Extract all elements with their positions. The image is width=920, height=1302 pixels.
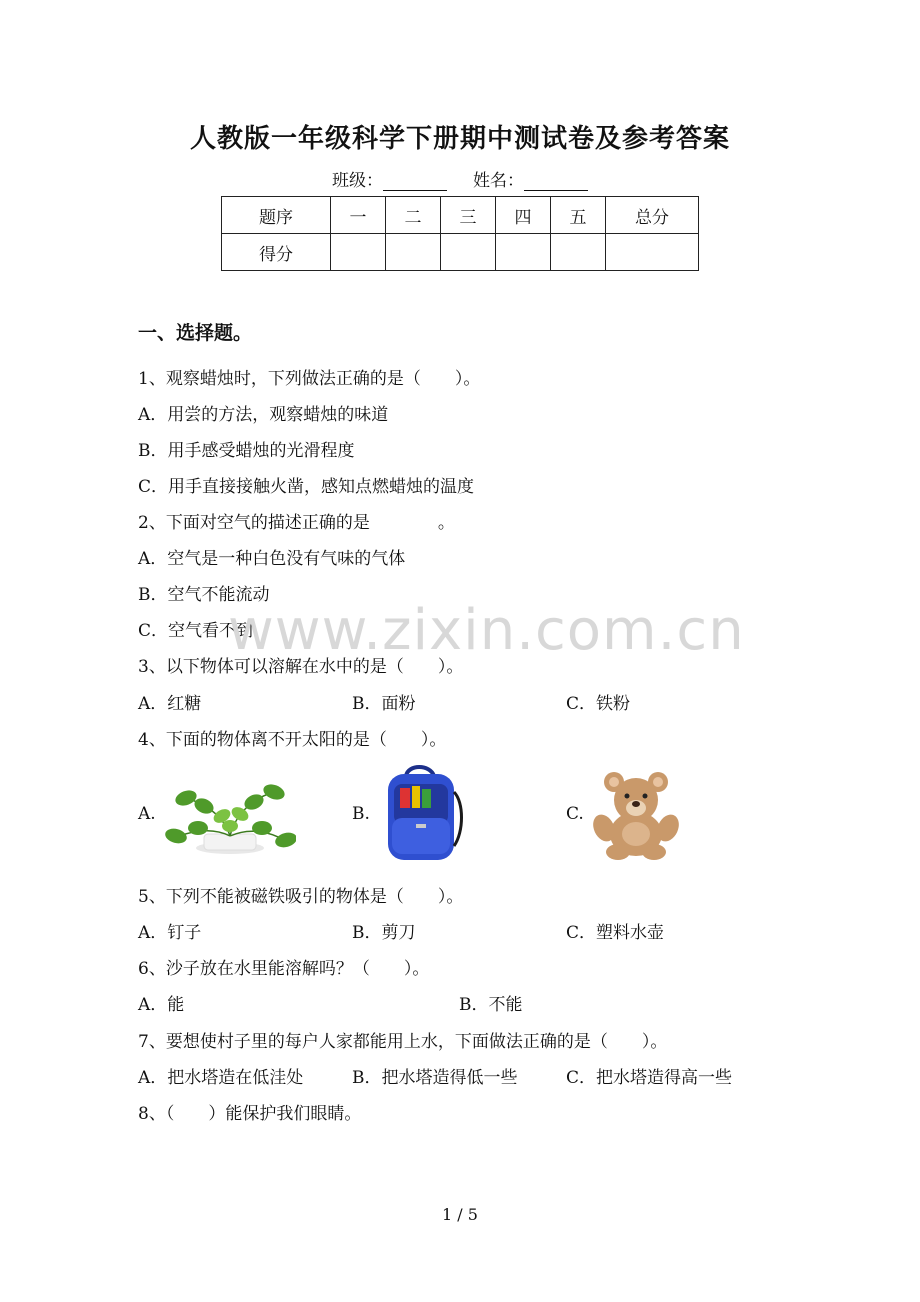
question-3: 3、以下物体可以溶解在水中的是（ ）。: [138, 657, 464, 677]
header-cell: 题序: [222, 197, 331, 234]
q1-option-a: A．用尝的方法，观察蜡烛的味道: [138, 405, 389, 425]
score-table-header-row: [222, 197, 699, 234]
q3-option-b: B．面粉: [352, 694, 416, 714]
score-cell[interactable]: [386, 234, 441, 271]
q6-option-a: A．能: [138, 995, 185, 1015]
q7-option-c: C．把水塔造得高一些: [566, 1068, 733, 1088]
score-table-score-row: [222, 234, 699, 271]
header-cell: 四: [496, 197, 551, 234]
watermark: www.zixin.com.cn: [228, 598, 745, 663]
header-cell: 一: [331, 197, 386, 234]
score-cell[interactable]: [331, 234, 386, 271]
q4-option-a: A.: [138, 804, 156, 824]
question-8: 8、（ ）能保护我们眼睛。: [138, 1104, 362, 1124]
class-label: 班级：: [332, 171, 383, 191]
student-info-line: [0, 166, 920, 191]
q4-option-c: C.: [566, 804, 584, 824]
q2-option-b: B．空气不能流动: [138, 585, 270, 605]
q5-option-b: B．剪刀: [352, 923, 416, 943]
class-blank[interactable]: [383, 174, 447, 191]
header-cell: 总分: [606, 197, 699, 234]
teddy-bear-image: [592, 768, 680, 860]
name-blank[interactable]: [524, 174, 588, 191]
header-cell: 五: [551, 197, 606, 234]
q3-option-a: A．红糖: [138, 694, 202, 714]
question-7: 7、要想使村子里的每户人家都能用上水，下面做法正确的是（ ）。: [138, 1032, 668, 1052]
score-cell[interactable]: [441, 234, 496, 271]
q7-option-a: A．把水塔造在低洼处: [138, 1068, 304, 1088]
q1-option-c: C．用手直接接触火凿，感知点燃蜡烛的温度: [138, 477, 475, 497]
header-cell: 三: [441, 197, 496, 234]
plant-image: [164, 772, 296, 856]
q6-option-b: B．不能: [459, 995, 523, 1015]
q2-option-a: A．空气是一种白色没有气味的气体: [138, 549, 406, 569]
score-cell[interactable]: [551, 234, 606, 271]
score-table: [221, 196, 699, 271]
score-cell[interactable]: [496, 234, 551, 271]
header-cell: 二: [386, 197, 441, 234]
section-heading: 一、选择题。: [138, 322, 253, 344]
q3-option-c: C．铁粉: [566, 694, 631, 714]
question-5: 5、下列不能被磁铁吸引的物体是（ ）。: [138, 887, 464, 907]
page-number: 1 / 5: [442, 1205, 478, 1224]
question-6: 6、沙子放在水里能溶解吗？（ ）。: [138, 959, 430, 979]
score-cell[interactable]: [606, 234, 699, 271]
q7-option-b: B．把水塔造得低一些: [352, 1068, 518, 1088]
page-title: 人教版一年级科学下册期中测试卷及参考答案: [189, 124, 730, 154]
q4-option-b: B.: [352, 804, 370, 824]
q1-option-b: B．用手感受蜡烛的光滑程度: [138, 441, 355, 461]
question-1: 1、观察蜡烛时，下列做法正确的是（ ）。: [138, 369, 481, 389]
q5-option-a: A．钉子: [138, 923, 202, 943]
q2-option-c: C．空气看不到: [138, 621, 254, 641]
question-2: 2、下面对空气的描述正确的是 。: [138, 513, 455, 533]
q5-option-c: C．塑料水壶: [566, 923, 665, 943]
name-label: 姓名：: [473, 171, 524, 191]
backpack-image: [378, 762, 464, 864]
row-label: 得分: [222, 234, 331, 271]
question-4: 4、下面的物体离不开太阳的是（ ）。: [138, 730, 447, 750]
